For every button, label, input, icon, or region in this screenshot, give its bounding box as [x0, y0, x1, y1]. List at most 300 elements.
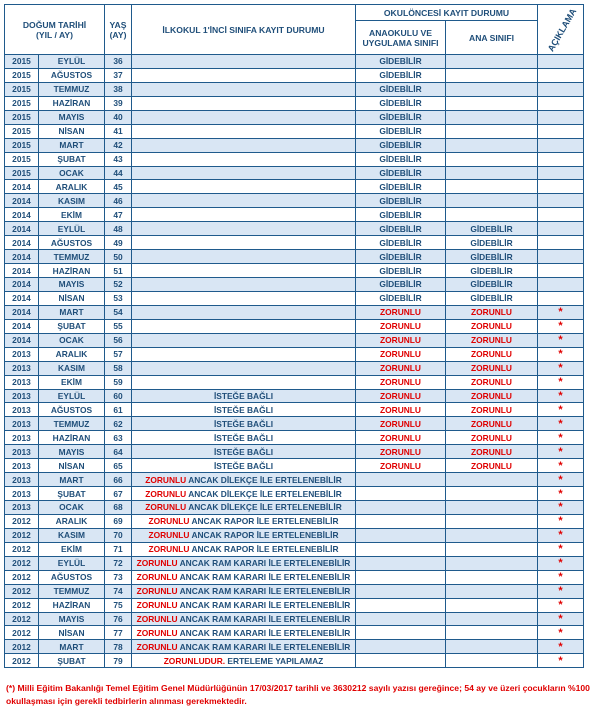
cell-primary-status [132, 291, 356, 305]
cell-primary-status [132, 556, 356, 570]
cell-kindergarten-status: ZORUNLU [356, 445, 446, 459]
table-row [5, 305, 584, 319]
cell-primary-status: İSTEĞE BAĞLI [132, 417, 356, 431]
cell-primary-status [132, 612, 356, 626]
table-row [5, 291, 584, 305]
cell-note-marker: * [538, 542, 584, 556]
table-row [5, 96, 584, 110]
cell-age: 51 [105, 264, 132, 278]
table-row [5, 570, 584, 584]
cell-kindergarten-status [356, 598, 446, 612]
cell-month: MART [39, 640, 105, 654]
cell-age: 66 [105, 473, 132, 487]
primary-status-detail: ERTELEME YAPILAMAZ [225, 655, 324, 666]
cell-primary-status [132, 598, 356, 612]
cell-month: MART [39, 138, 105, 152]
cell-year: 2013 [5, 487, 39, 501]
cell-note-marker [538, 180, 584, 194]
cell-kindergarten-status: GİDEBİLİR [356, 82, 446, 96]
table-row [5, 654, 584, 668]
cell-kindergarten-status: GİDEBİLİR [356, 180, 446, 194]
cell-age: 59 [105, 375, 132, 389]
cell-age: 44 [105, 166, 132, 180]
cell-primary-status [132, 473, 356, 487]
cell-age: 79 [105, 654, 132, 668]
cell-month: ARALIK [39, 347, 105, 361]
cell-age: 48 [105, 222, 132, 236]
cell-age: 74 [105, 584, 132, 598]
cell-note-marker: * [538, 514, 584, 528]
cell-age: 50 [105, 250, 132, 264]
cell-primary-status [132, 542, 356, 556]
cell-month: EKİM [39, 208, 105, 222]
cell-age: 77 [105, 626, 132, 640]
cell-year: 2015 [5, 96, 39, 110]
cell-preschool-class-status [446, 208, 538, 222]
cell-month: MAYIS [39, 278, 105, 292]
cell-year: 2012 [5, 640, 39, 654]
cell-kindergarten-status: GİDEBİLİR [356, 55, 446, 69]
cell-kindergarten-status: ZORUNLU [356, 319, 446, 333]
table-row [5, 55, 584, 69]
primary-status-mandatory: ZORUNLU [145, 488, 187, 499]
cell-month: MAYIS [39, 445, 105, 459]
cell-preschool-class-status: ZORUNLU [446, 347, 538, 361]
cell-primary-status [132, 501, 356, 515]
header-kindergarten-l1: ANAOKULU VE [368, 27, 433, 38]
cell-year: 2012 [5, 612, 39, 626]
cell-age: 71 [105, 542, 132, 556]
cell-kindergarten-status [356, 626, 446, 640]
table-row [5, 626, 584, 640]
cell-kindergarten-status [356, 473, 446, 487]
primary-status-detail: ANCAK DİLEKÇE İLE ERTELENEBİLİR [186, 488, 342, 499]
table-row [5, 138, 584, 152]
cell-primary-status [132, 626, 356, 640]
cell-note-marker [538, 110, 584, 124]
table-row [5, 528, 584, 542]
table-row [5, 124, 584, 138]
cell-month: ŞUBAT [39, 487, 105, 501]
cell-note-marker [538, 278, 584, 292]
table-row [5, 333, 584, 347]
cell-year: 2013 [5, 501, 39, 515]
primary-status-detail: ANCAK RAPOR İLE ERTELENEBİLİR [189, 516, 339, 527]
cell-year: 2012 [5, 542, 39, 556]
cell-kindergarten-status: ZORUNLU [356, 403, 446, 417]
cell-note-marker: * [538, 431, 584, 445]
cell-preschool-class-status [446, 542, 538, 556]
cell-note-marker: * [538, 584, 584, 598]
primary-status-mandatory: ZORUNLU [145, 474, 187, 485]
cell-kindergarten-status [356, 584, 446, 598]
cell-age: 58 [105, 361, 132, 375]
cell-preschool-class-status: ZORUNLU [446, 305, 538, 319]
primary-status-mandatory: ZORUNLU [136, 600, 178, 611]
cell-kindergarten-status: GİDEBİLİR [356, 291, 446, 305]
cell-age: 41 [105, 124, 132, 138]
cell-year: 2012 [5, 570, 39, 584]
cell-age: 38 [105, 82, 132, 96]
cell-month: OCAK [39, 166, 105, 180]
cell-primary-status [132, 82, 356, 96]
cell-note-marker [538, 96, 584, 110]
cell-age: 39 [105, 96, 132, 110]
table-row [5, 487, 584, 501]
cell-note-marker: * [538, 528, 584, 542]
cell-month: ŞUBAT [39, 319, 105, 333]
cell-primary-status [132, 222, 356, 236]
cell-preschool-class-status [446, 124, 538, 138]
cell-year: 2015 [5, 166, 39, 180]
cell-year: 2012 [5, 528, 39, 542]
cell-kindergarten-status: GİDEBİLİR [356, 124, 446, 138]
cell-kindergarten-status: GİDEBİLİR [356, 152, 446, 166]
cell-preschool-class-status [446, 473, 538, 487]
cell-year: 2013 [5, 473, 39, 487]
table-row [5, 514, 584, 528]
cell-month: HAZİRAN [39, 96, 105, 110]
cell-year: 2013 [5, 417, 39, 431]
primary-status-mandatory: ZORUNLU [136, 641, 178, 652]
cell-year: 2015 [5, 124, 39, 138]
table-row [5, 417, 584, 431]
cell-note-marker: * [538, 556, 584, 570]
cell-preschool-class-status [446, 138, 538, 152]
cell-primary-status [132, 654, 356, 668]
cell-age: 62 [105, 417, 132, 431]
cell-primary-status [132, 236, 356, 250]
cell-month: TEMMUZ [39, 250, 105, 264]
primary-status-detail: ANCAK RAM KARARI İLE ERTELENEBİLİR [177, 586, 351, 597]
table-row [5, 542, 584, 556]
cell-preschool-class-status: GİDEBİLİR [446, 264, 538, 278]
cell-note-marker: * [538, 570, 584, 584]
cell-preschool-class-status [446, 110, 538, 124]
cell-primary-status [132, 584, 356, 598]
cell-year: 2013 [5, 445, 39, 459]
cell-preschool-class-status: GİDEBİLİR [446, 236, 538, 250]
cell-note-marker: * [538, 654, 584, 668]
cell-month: MAYIS [39, 612, 105, 626]
primary-status-mandatory: ZORUNLU [145, 502, 187, 513]
cell-kindergarten-status: ZORUNLU [356, 361, 446, 375]
header-kindergarten [356, 21, 446, 55]
primary-status-mandatory: ZORUNLU [136, 613, 178, 624]
primary-status-detail: ANCAK RAM KARARI İLE ERTELENEBİLİR [177, 627, 351, 638]
primary-status-mandatory: ZORUNLU [148, 544, 190, 555]
cell-month: MAYIS [39, 110, 105, 124]
cell-note-marker [538, 166, 584, 180]
cell-kindergarten-status [356, 556, 446, 570]
primary-status-detail: ANCAK RAPOR İLE ERTELENEBİLİR [189, 530, 339, 541]
table-row [5, 584, 584, 598]
cell-preschool-class-status [446, 55, 538, 69]
cell-preschool-class-status [446, 96, 538, 110]
cell-preschool-class-status: ZORUNLU [446, 333, 538, 347]
table-row [5, 598, 584, 612]
table-row [5, 166, 584, 180]
cell-age: 69 [105, 514, 132, 528]
primary-status-mandatory: ZORUNLU [136, 586, 178, 597]
primary-status-detail: ANCAK RAM KARARI İLE ERTELENEBİLİR [177, 600, 351, 611]
cell-month: TEMMUZ [39, 82, 105, 96]
cell-kindergarten-status: GİDEBİLİR [356, 138, 446, 152]
cell-kindergarten-status: GİDEBİLİR [356, 208, 446, 222]
cell-age: 42 [105, 138, 132, 152]
cell-age: 68 [105, 501, 132, 515]
cell-age: 75 [105, 598, 132, 612]
cell-primary-status [132, 640, 356, 654]
cell-preschool-class-status: ZORUNLU [446, 403, 538, 417]
cell-primary-status: İSTEĞE BAĞLI [132, 459, 356, 473]
cell-note-marker [538, 291, 584, 305]
cell-year: 2012 [5, 598, 39, 612]
table-row [5, 68, 584, 82]
header-preschool: OKULÖNCESİ KAYIT DURUMU [356, 5, 538, 21]
cell-year: 2013 [5, 347, 39, 361]
cell-preschool-class-status: GİDEBİLİR [446, 250, 538, 264]
cell-kindergarten-status [356, 528, 446, 542]
cell-preschool-class-status: ZORUNLU [446, 431, 538, 445]
cell-year: 2015 [5, 152, 39, 166]
table-row [5, 194, 584, 208]
cell-kindergarten-status [356, 501, 446, 515]
cell-preschool-class-status [446, 612, 538, 626]
table-row [5, 278, 584, 292]
cell-preschool-class-status [446, 514, 538, 528]
table-row [5, 180, 584, 194]
cell-primary-status [132, 208, 356, 222]
cell-kindergarten-status: GİDEBİLİR [356, 264, 446, 278]
primary-status-detail: ANCAK RAM KARARI İLE ERTELENEBİLİR [177, 572, 351, 583]
table-row [5, 389, 584, 403]
cell-year: 2013 [5, 403, 39, 417]
cell-primary-status [132, 138, 356, 152]
cell-note-marker: * [538, 459, 584, 473]
cell-preschool-class-status [446, 194, 538, 208]
cell-note-marker: * [538, 305, 584, 319]
cell-primary-status [132, 278, 356, 292]
cell-kindergarten-status [356, 542, 446, 556]
cell-preschool-class-status [446, 166, 538, 180]
cell-kindergarten-status: ZORUNLU [356, 431, 446, 445]
cell-year: 2015 [5, 82, 39, 96]
cell-kindergarten-status: GİDEBİLİR [356, 96, 446, 110]
cell-kindergarten-status: GİDEBİLİR [356, 194, 446, 208]
cell-note-marker: * [538, 598, 584, 612]
cell-month: ARALIK [39, 180, 105, 194]
cell-kindergarten-status: GİDEBİLİR [356, 250, 446, 264]
cell-age: 49 [105, 236, 132, 250]
cell-note-marker: * [538, 473, 584, 487]
table-body [5, 55, 584, 668]
cell-primary-status [132, 375, 356, 389]
table-row [5, 82, 584, 96]
cell-note-marker: * [538, 640, 584, 654]
cell-year: 2014 [5, 250, 39, 264]
cell-primary-status [132, 166, 356, 180]
primary-status-mandatory: ZORUNLUDUR. [163, 655, 226, 666]
cell-note-marker: * [538, 347, 584, 361]
cell-kindergarten-status: GİDEBİLİR [356, 166, 446, 180]
cell-note-marker [538, 124, 584, 138]
cell-preschool-class-status: ZORUNLU [446, 375, 538, 389]
cell-kindergarten-status [356, 487, 446, 501]
cell-year: 2014 [5, 333, 39, 347]
cell-note-marker: * [538, 501, 584, 515]
cell-kindergarten-status: GİDEBİLİR [356, 222, 446, 236]
cell-kindergarten-status [356, 514, 446, 528]
cell-primary-status [132, 347, 356, 361]
cell-month: MART [39, 473, 105, 487]
cell-age: 37 [105, 68, 132, 82]
primary-status-detail: ANCAK DİLEKÇE İLE ERTELENEBİLİR [186, 502, 342, 513]
cell-year: 2014 [5, 180, 39, 194]
cell-year: 2013 [5, 459, 39, 473]
cell-month: KASIM [39, 361, 105, 375]
cell-year: 2014 [5, 194, 39, 208]
cell-age: 70 [105, 528, 132, 542]
cell-month: KASIM [39, 528, 105, 542]
cell-primary-status [132, 68, 356, 82]
cell-note-marker [538, 236, 584, 250]
table-row [5, 152, 584, 166]
cell-note-marker: * [538, 612, 584, 626]
table-row [5, 640, 584, 654]
cell-primary-status [132, 250, 356, 264]
cell-month: NİSAN [39, 124, 105, 138]
cell-kindergarten-status: ZORUNLU [356, 333, 446, 347]
cell-age: 64 [105, 445, 132, 459]
cell-year: 2015 [5, 138, 39, 152]
primary-status-detail: ANCAK RAM KARARI İLE ERTELENEBİLİR [177, 558, 351, 569]
cell-month: TEMMUZ [39, 584, 105, 598]
primary-status-detail: ANCAK RAM KARARI İLE ERTELENEBİLİR [177, 641, 351, 652]
cell-preschool-class-status [446, 501, 538, 515]
cell-preschool-class-status: GİDEBİLİR [446, 222, 538, 236]
cell-note-marker [538, 208, 584, 222]
cell-note-marker [538, 55, 584, 69]
cell-month: ŞUBAT [39, 654, 105, 668]
cell-primary-status: İSTEĞE BAĞLI [132, 445, 356, 459]
cell-age: 57 [105, 347, 132, 361]
table-row [5, 110, 584, 124]
cell-month: NİSAN [39, 459, 105, 473]
header-birth-date-sub: (YIL / AY) [36, 29, 73, 40]
cell-note-marker [538, 68, 584, 82]
table-row [5, 208, 584, 222]
cell-year: 2014 [5, 278, 39, 292]
cell-year: 2015 [5, 110, 39, 124]
cell-primary-status [132, 124, 356, 138]
cell-preschool-class-status [446, 640, 538, 654]
cell-primary-status: İSTEĞE BAĞLI [132, 389, 356, 403]
cell-year: 2013 [5, 389, 39, 403]
cell-primary-status [132, 96, 356, 110]
cell-note-marker [538, 82, 584, 96]
cell-preschool-class-status [446, 556, 538, 570]
cell-kindergarten-status [356, 570, 446, 584]
cell-month: OCAK [39, 333, 105, 347]
table-row [5, 236, 584, 250]
header-notes-label: AÇIKLAMA [545, 6, 579, 53]
cell-note-marker: * [538, 361, 584, 375]
cell-note-marker: * [538, 375, 584, 389]
cell-age: 78 [105, 640, 132, 654]
table-row [5, 375, 584, 389]
header-notes [538, 5, 584, 55]
cell-year: 2012 [5, 654, 39, 668]
cell-note-marker [538, 138, 584, 152]
table-row [5, 459, 584, 473]
cell-note-marker: * [538, 417, 584, 431]
table-row [5, 556, 584, 570]
cell-age: 67 [105, 487, 132, 501]
cell-month: NİSAN [39, 626, 105, 640]
table-row [5, 319, 584, 333]
cell-month: TEMMUZ [39, 417, 105, 431]
cell-age: 47 [105, 208, 132, 222]
cell-primary-status: İSTEĞE BAĞLI [132, 403, 356, 417]
cell-preschool-class-status [446, 68, 538, 82]
enrollment-table [4, 4, 584, 668]
cell-age: 65 [105, 459, 132, 473]
cell-year: 2015 [5, 55, 39, 69]
cell-year: 2014 [5, 305, 39, 319]
header-birth-date [5, 5, 105, 55]
cell-month: ARALIK [39, 514, 105, 528]
cell-kindergarten-status [356, 654, 446, 668]
cell-year: 2012 [5, 626, 39, 640]
cell-month: AĞUSTOS [39, 570, 105, 584]
cell-primary-status [132, 264, 356, 278]
header-preschool-class: ANA SINIFI [446, 21, 538, 55]
cell-age: 46 [105, 194, 132, 208]
cell-age: 73 [105, 570, 132, 584]
cell-month: MART [39, 305, 105, 319]
cell-month: NİSAN [39, 291, 105, 305]
header-birth-date-title: DOĞUM TARİHİ [22, 19, 87, 30]
cell-age: 40 [105, 110, 132, 124]
cell-month: OCAK [39, 501, 105, 515]
table-row [5, 473, 584, 487]
cell-preschool-class-status [446, 570, 538, 584]
table-row [5, 250, 584, 264]
cell-kindergarten-status: ZORUNLU [356, 347, 446, 361]
table-row [5, 222, 584, 236]
table-row [5, 501, 584, 515]
cell-year: 2012 [5, 584, 39, 598]
cell-primary-status [132, 55, 356, 69]
header-age [105, 5, 132, 55]
cell-age: 45 [105, 180, 132, 194]
cell-preschool-class-status [446, 487, 538, 501]
cell-note-marker: * [538, 626, 584, 640]
cell-age: 53 [105, 291, 132, 305]
cell-primary-status [132, 487, 356, 501]
cell-age: 43 [105, 152, 132, 166]
primary-status-mandatory: ZORUNLU [136, 627, 178, 638]
cell-month: AĞUSTOS [39, 403, 105, 417]
table-row [5, 347, 584, 361]
cell-note-marker [538, 250, 584, 264]
cell-primary-status [132, 110, 356, 124]
cell-primary-status [132, 180, 356, 194]
table-row [5, 431, 584, 445]
cell-note-marker [538, 222, 584, 236]
cell-year: 2012 [5, 556, 39, 570]
